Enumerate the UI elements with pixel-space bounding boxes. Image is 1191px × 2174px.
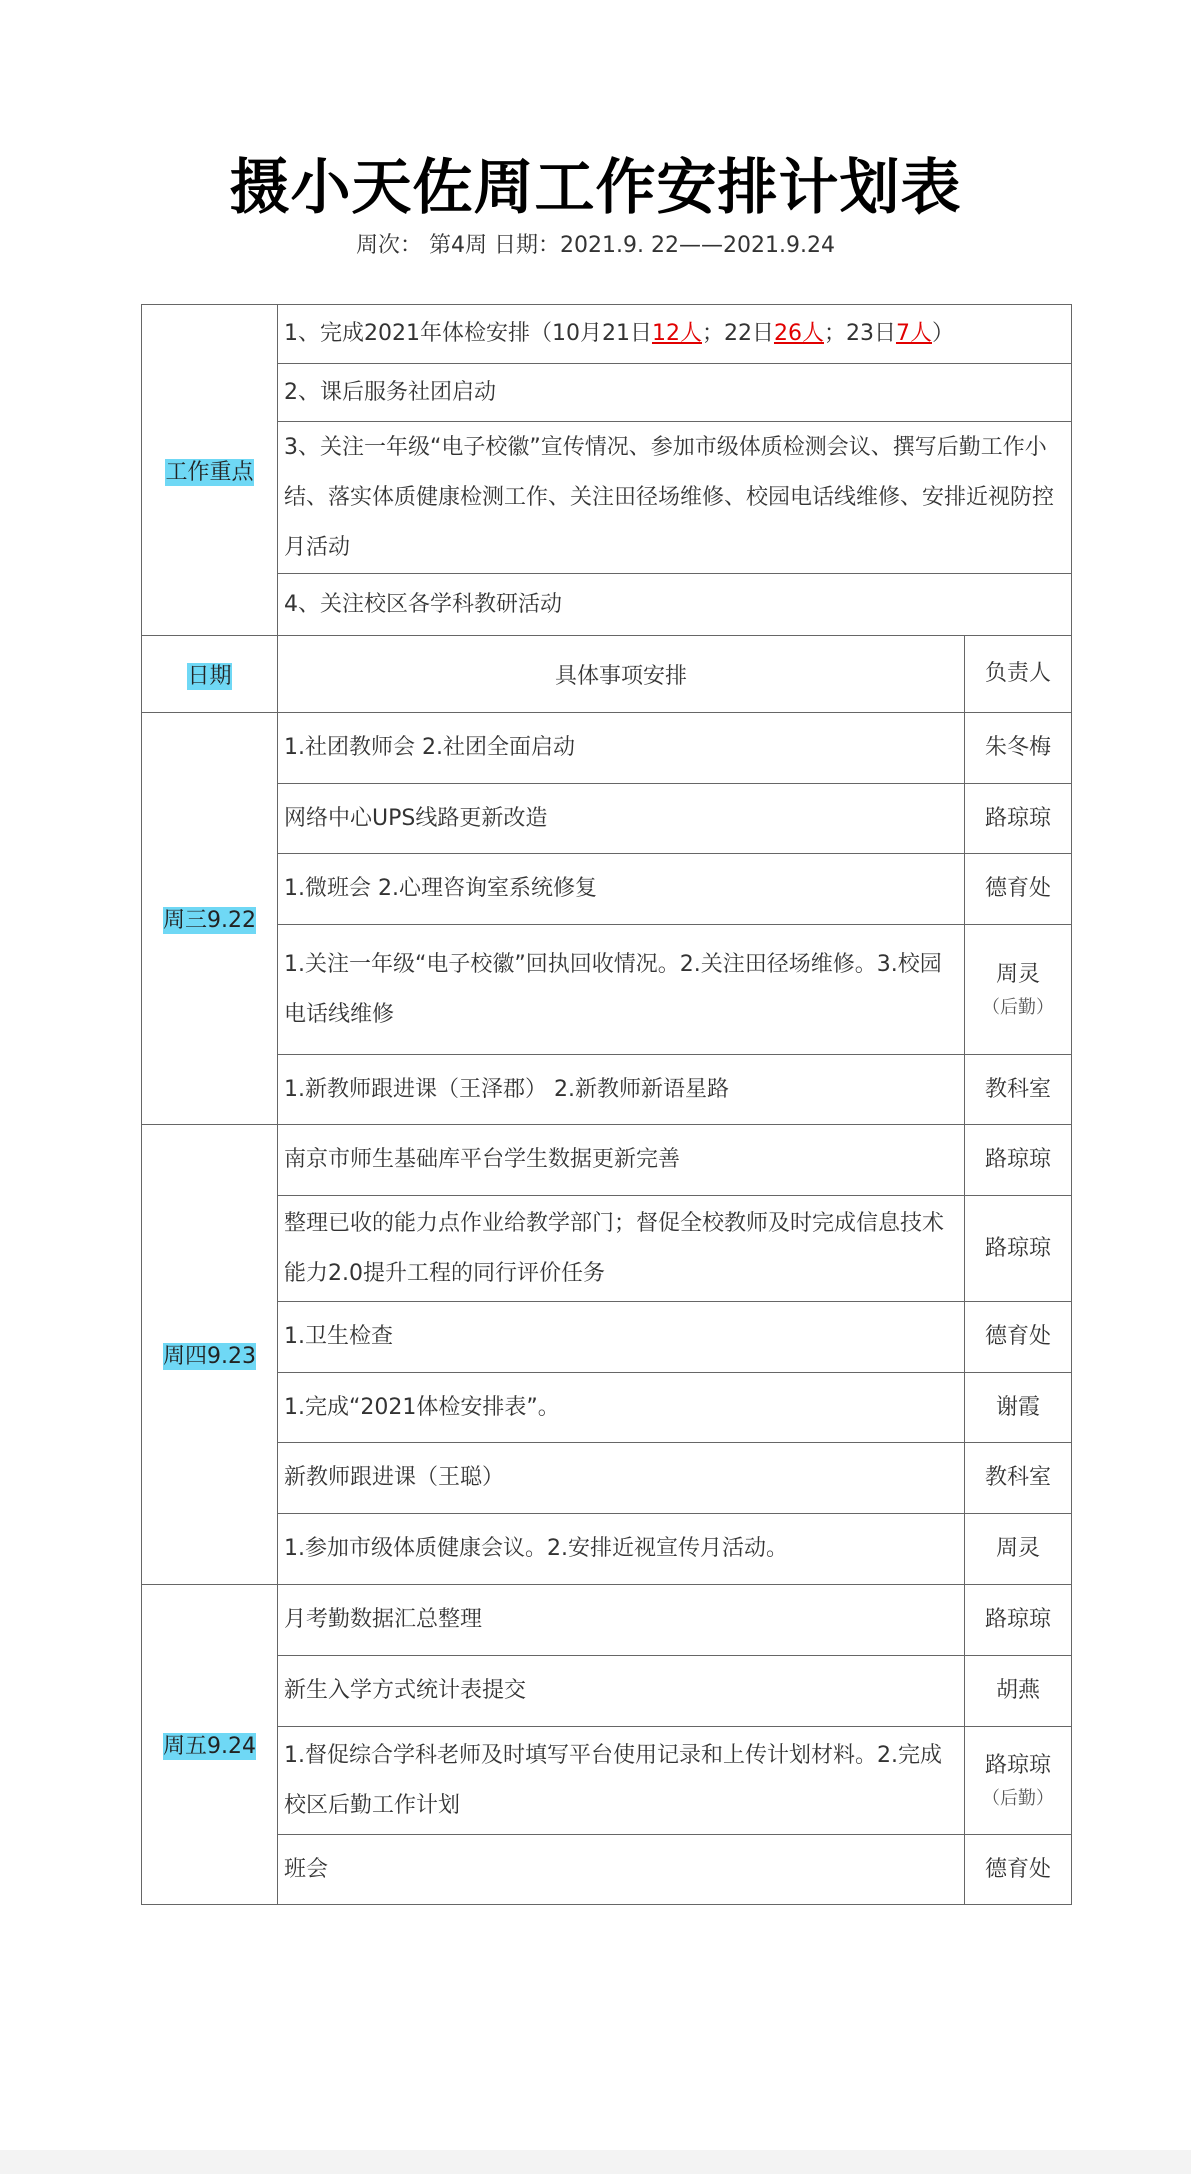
task-cell: 1.社团教师会 2.社团全面启动 [278,713,965,784]
focus-row-1 [142,305,1072,364]
table-row [142,1585,1072,1656]
task-cell: 月考勤数据汇总整理 [278,1585,965,1656]
table-row [142,784,1072,854]
table-row [142,1727,1072,1835]
person-cell: 路琼琼 [965,1196,1072,1302]
week-date-subtitle: 周次： 第4周 日期：2021.9. 22——2021.9.24 [356,233,835,258]
task-cell: 班会 [278,1835,965,1905]
table-row [142,713,1072,784]
person-cell: 路琼琼 [965,1585,1072,1656]
focus-item-1-suffix: ） [931,321,954,346]
focus-label-cell [142,305,278,636]
focus-item-1-text: 1、完成2021年体检安排（10月21日 [284,321,652,346]
task-cell: 1.督促综合学科老师及时填写平台使用记录和上传计划材料。2.完成校区后勤工作计划 [278,1727,965,1835]
day-cell-wed [142,713,278,1125]
task-cell: 1.完成“2021体检安排表”。 [278,1373,965,1443]
focus-item-1-mid2: ；23日 [823,321,896,346]
task-cell: 新教师跟进课（王聪） [278,1443,965,1514]
table-header-row [142,636,1072,713]
header-date-cell [142,636,278,713]
table-row [142,1373,1072,1443]
day-label-thu: 周四9.23 [163,1344,256,1369]
table-row [142,1835,1072,1905]
table-row [142,1125,1072,1196]
focus-count-21: 12人 [651,321,702,346]
person-cell: 路琼琼 [965,784,1072,854]
table-row [142,1055,1072,1125]
focus-count-23: 7人 [895,321,932,346]
task-cell: 南京市师生基础库平台学生数据更新完善 [278,1125,965,1196]
day-cell-fri [142,1585,278,1905]
page-title: 摄小天佐周工作安排计划表 [229,153,962,223]
person-name: 周灵 [995,961,1040,987]
person-cell: 教科室 [965,1443,1072,1514]
task-cell: 整理已收的能力点作业给教学部门；督促全校教师及时完成信息技术能力2.0提升工程的同行评价任务 [278,1196,965,1302]
person-cell [965,925,1072,1055]
task-cell: 1.微班会 2.心理咨询室系统修复 [278,854,965,925]
footer-strip [0,2150,1191,2174]
schedule-table [141,304,1072,1905]
person-cell: 朱冬梅 [965,713,1072,784]
task-cell: 新生入学方式统计表提交 [278,1656,965,1727]
task-cell: 1.新教师跟进课（王泽郡） 2.新教师新语星路 [278,1055,965,1125]
table-row [142,1514,1072,1585]
person-cell: 德育处 [965,1835,1072,1905]
focus-label: 工作重点 [165,459,254,485]
focus-row-2 [142,364,1072,422]
person-note: （后勤） [982,1787,1054,1809]
person-cell: 周灵 [965,1514,1072,1585]
table-row [142,1302,1072,1373]
header-person: 负责人 [965,636,1072,713]
task-cell: 1.卫生检查 [278,1302,965,1373]
task-cell: 1.关注一年级“电子校徽”回执回收情况。2.关注田径场维修。3.校园电话线维修 [278,925,965,1055]
focus-item-1 [278,305,1072,364]
task-cell: 网络中心UPS线路更新改造 [278,784,965,854]
person-name: 路琼琼 [984,1752,1051,1778]
header-date: 日期 [187,663,232,689]
table-row [142,925,1072,1055]
header-task: 具体事项安排 [278,636,965,713]
day-label-fri: 周五9.24 [163,1734,256,1759]
person-cell [965,1727,1072,1835]
focus-row-4 [142,574,1072,636]
task-cell: 1.参加市级体质健康会议。2.安排近视宣传月活动。 [278,1514,965,1585]
person-cell: 教科室 [965,1055,1072,1125]
focus-item-3: 3、关注一年级“电子校徽”宣传情况、参加市级体质检测会议、撰写后勤工作小结、落实体质健康检测工作、关注田径场维修、校园电话线维修、安排近视防控月活动 [278,422,1072,574]
focus-item-2: 2、课后服务社团启动 [278,364,1072,422]
person-cell: 路琼琼 [965,1125,1072,1196]
focus-count-22: 26人 [773,321,824,346]
focus-item-1-mid1: ；22日 [701,321,774,346]
table-row [142,854,1072,925]
day-cell-thu [142,1125,278,1585]
day-label-wed: 周三9.22 [163,908,256,933]
focus-item-4: 4、关注校区各学科教研活动 [278,574,1072,636]
focus-row-3 [142,422,1072,574]
table-row [142,1196,1072,1302]
table-row [142,1443,1072,1514]
person-cell: 德育处 [965,1302,1072,1373]
person-cell: 谢霞 [965,1373,1072,1443]
person-cell: 德育处 [965,854,1072,925]
table-row [142,1656,1072,1727]
person-cell: 胡燕 [965,1656,1072,1727]
person-note: （后勤） [982,996,1054,1018]
